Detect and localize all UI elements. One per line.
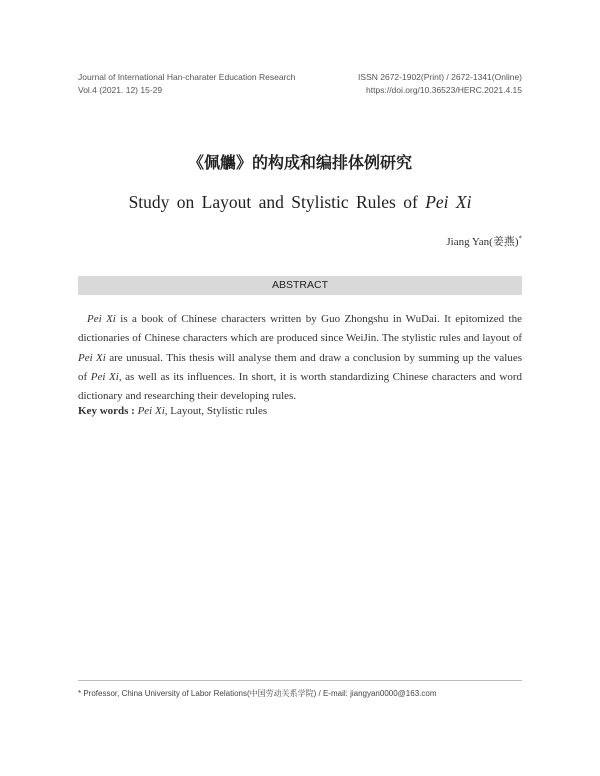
abstract-italic-2: Pei Xi [78,351,106,364]
title-english [0,192,600,213]
issn-info: ISSN 2672-1902(Print) / 2672-1341(Online) [358,72,522,82]
title-chinese: 《佩觿》的构成和编排体例研究 [187,153,412,172]
title-english-italic: Pei Xi [425,192,472,212]
author-footnote-mark[interactable]: * [518,234,522,243]
keyword-italic: Pei Xi [137,405,165,417]
abstract-text-2: are unusual. This thesis will analyse them and draw a conclusion by summing up the values of [78,351,522,383]
abstract-paragraph [78,310,522,406]
abstract-body [78,310,522,406]
running-header-left [78,71,295,97]
footnote-divider [78,680,522,681]
volume-info: Vol.4 (2021. 12) 15-29 [78,85,163,95]
keywords-label: Key words : [78,405,135,417]
running-header-right [358,71,522,97]
abstract-italic-3: Pei Xi [90,370,119,383]
abstract-text-1: is a book of Chinese characters written by Guo Zhongshu in WuDai. It epitomized the dictionaries of Chinese characters which are produced since WeiJin. The stylistic rules and layout of [78,313,522,345]
abstract-italic-1: Pei Xi [87,313,116,325]
journal-name: Journal of International Han-charater Education Research [78,72,296,82]
abstract-text-3: , as well as its influences. In short, it is worth standardizing Chinese characters and word dictionary and researching their developing rules. [78,370,522,403]
keywords-line [78,405,522,417]
title-english-text: Study on Layout and Stylistic Rules of [128,192,426,212]
author-name: Jiang Yan(姜燕) [446,236,519,248]
doi-link[interactable]: https://doi.org/10.36523/HERC.2021.4.15 [366,85,522,95]
keywords-rest: , Layout, Stylistic rules [164,405,268,417]
footnote: * Professor, China University of Labor Relations(中国劳动关系学院) / E-mail: jiangyan0000@163.com [78,689,437,698]
abstract-heading: ABSTRACT [78,276,522,295]
author-line [446,233,522,249]
